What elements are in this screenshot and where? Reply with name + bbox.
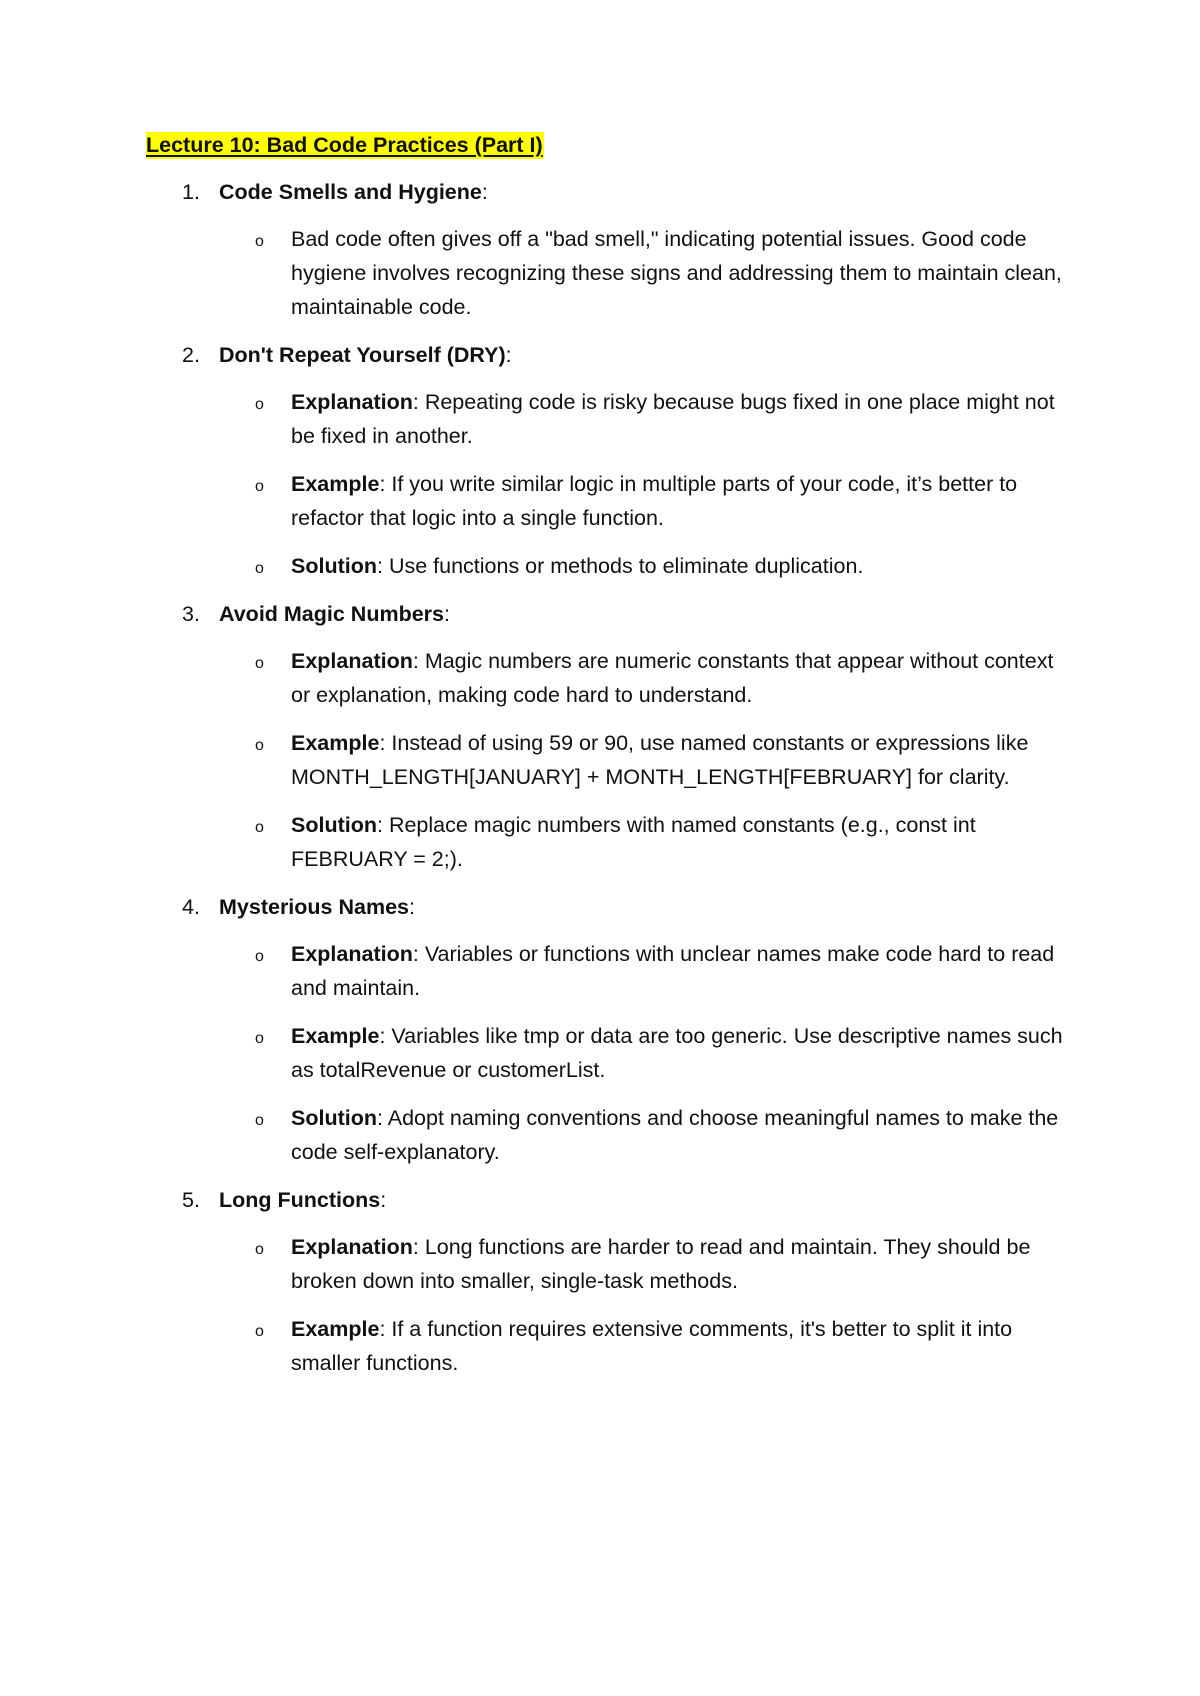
bullet-term: Example bbox=[291, 472, 380, 496]
bullet-term: Explanation bbox=[291, 1235, 413, 1259]
bullet-term: Explanation bbox=[291, 649, 413, 673]
section-title-suffix: : bbox=[444, 602, 450, 626]
bullet-separator: : bbox=[376, 1106, 388, 1130]
bullet-term: Solution bbox=[291, 1106, 377, 1130]
circle-bullet-icon: o bbox=[255, 396, 264, 413]
section-heading bbox=[182, 175, 1066, 209]
bullet-text: If a function requires extensive comments, it's better to split it into smaller functions. bbox=[291, 1317, 1013, 1375]
list-item bbox=[219, 1230, 1066, 1298]
list-item bbox=[219, 549, 1066, 583]
section-title: Don't Repeat Yourself (DRY) bbox=[219, 343, 506, 367]
section-title-suffix: : bbox=[380, 1188, 387, 1212]
section-list bbox=[146, 175, 1066, 1380]
circle-bullet-icon: o bbox=[255, 233, 264, 250]
bullet-term: Solution bbox=[291, 554, 377, 578]
bullet-text: If you write similar logic in multiple parts of your code, it’s better to refactor that logic into a single function. bbox=[291, 472, 1018, 530]
bullet-term: Example bbox=[291, 731, 380, 755]
bullet-text: Magic numbers are numeric constants that appear without context or explanation, making code hard to understand. bbox=[291, 649, 1054, 707]
bullet-separator: : bbox=[412, 942, 425, 966]
bullet-separator: : bbox=[412, 1235, 425, 1259]
section-number: 4. bbox=[182, 895, 200, 919]
bullet-term: Example bbox=[291, 1024, 380, 1048]
bullet-separator: : bbox=[379, 1317, 392, 1341]
section-title-suffix: : bbox=[409, 895, 415, 919]
list-item bbox=[219, 644, 1066, 712]
section-heading bbox=[182, 597, 1066, 631]
bullet-text: Long functions are harder to read and maintain. They should be broken down into smaller, single-task methods. bbox=[291, 1235, 1031, 1293]
bullet-separator: : bbox=[379, 1024, 392, 1048]
list-item bbox=[219, 467, 1066, 535]
bullet-text: Adopt naming conventions and choose meaningful names to make the code self-explanatory. bbox=[291, 1106, 1059, 1164]
circle-bullet-icon: o bbox=[255, 1030, 264, 1047]
section-heading bbox=[182, 1183, 1066, 1217]
section-number: 1. bbox=[182, 180, 200, 204]
document-page bbox=[146, 128, 1066, 1394]
section-number: 5. bbox=[182, 1188, 200, 1212]
bullet-text: Instead of using 59 or 90, use named constants or expressions like MONTH_LENGTH[JANUARY] + MONTH_LENGTH[FEBRUARY] for clarity. bbox=[291, 731, 1029, 789]
bullet-text: Bad code often gives off a "bad smell," indicating potential issues. Good code hygiene involves recognizing these signs and addressing them to maintain clean, maintainable code. bbox=[291, 227, 1062, 319]
section-title-suffix: : bbox=[481, 180, 488, 204]
bullet-list bbox=[219, 222, 1066, 324]
list-item bbox=[219, 222, 1066, 324]
section-magic-numbers bbox=[146, 597, 1066, 876]
lecture-title: Lecture 10: Bad Code Practices (Part I) bbox=[146, 133, 543, 157]
list-item bbox=[219, 1019, 1066, 1087]
section-long-functions bbox=[146, 1183, 1066, 1380]
bullet-term: Example bbox=[291, 1317, 380, 1341]
bullet-separator: : bbox=[379, 731, 392, 755]
bullet-separator: : bbox=[412, 390, 425, 414]
circle-bullet-icon: o bbox=[255, 655, 264, 672]
section-number: 3. bbox=[182, 602, 200, 626]
list-item bbox=[219, 808, 1066, 876]
section-heading bbox=[182, 338, 1066, 372]
section-mysterious-names bbox=[146, 890, 1066, 1169]
section-title: Avoid Magic Numbers bbox=[219, 602, 444, 626]
bullet-text: Use functions or methods to eliminate duplication. bbox=[388, 554, 864, 578]
circle-bullet-icon: o bbox=[255, 1112, 264, 1129]
bullet-text: Replace magic numbers with named constants (e.g., const int FEBRUARY = 2;). bbox=[291, 813, 976, 871]
list-item bbox=[219, 726, 1066, 794]
bullet-list bbox=[219, 385, 1066, 583]
bullet-list bbox=[219, 1230, 1066, 1380]
section-title: Long Functions bbox=[219, 1188, 381, 1212]
list-item bbox=[219, 937, 1066, 1005]
section-title: Mysterious Names bbox=[219, 895, 409, 919]
section-code-smells bbox=[146, 175, 1066, 324]
circle-bullet-icon: o bbox=[255, 1241, 264, 1258]
list-item bbox=[219, 1101, 1066, 1169]
circle-bullet-icon: o bbox=[255, 478, 264, 495]
bullet-separator: : bbox=[376, 554, 389, 578]
section-dry bbox=[146, 338, 1066, 583]
bullet-list bbox=[219, 644, 1066, 876]
lecture-title-line bbox=[146, 128, 1066, 162]
bullet-term: Explanation bbox=[291, 942, 413, 966]
list-item bbox=[219, 385, 1066, 453]
circle-bullet-icon: o bbox=[255, 948, 264, 965]
bullet-term: Explanation bbox=[291, 390, 413, 414]
section-number: 2. bbox=[182, 343, 200, 367]
list-item bbox=[219, 1312, 1066, 1380]
bullet-term: Solution bbox=[291, 813, 377, 837]
bullet-list bbox=[219, 937, 1066, 1169]
bullet-separator: : bbox=[379, 472, 392, 496]
section-title-suffix: : bbox=[505, 343, 512, 367]
bullet-separator: : bbox=[412, 649, 425, 673]
bullet-text: Repeating code is risky because bugs fixed in one place might not be fixed in another. bbox=[291, 390, 1055, 448]
circle-bullet-icon: o bbox=[255, 819, 264, 836]
section-title: Code Smells and Hygiene bbox=[219, 180, 482, 204]
circle-bullet-icon: o bbox=[255, 737, 264, 754]
bullet-separator: : bbox=[376, 813, 389, 837]
bullet-text: Variables or functions with unclear names make code hard to read and maintain. bbox=[291, 942, 1055, 1000]
section-heading bbox=[182, 890, 1066, 924]
circle-bullet-icon: o bbox=[255, 1323, 264, 1340]
circle-bullet-icon: o bbox=[255, 560, 264, 577]
bullet-text: Variables like tmp or data are too generic. Use descriptive names such as totalRevenue or customerList. bbox=[291, 1024, 1063, 1082]
